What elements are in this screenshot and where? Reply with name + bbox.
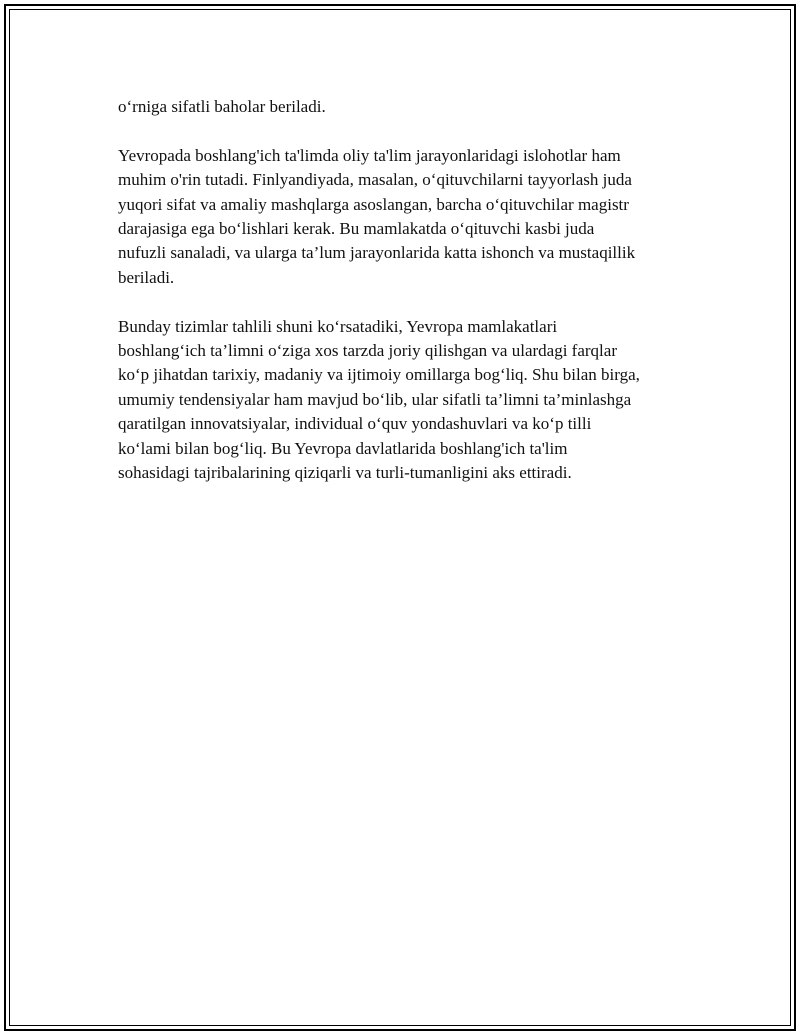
- text-line: beriladi.: [118, 267, 175, 287]
- paragraph-2: [118, 144, 698, 290]
- text-line: nufuzli sanaladi, va ularga ta’lum jarayonlarida katta ishonch va mustaqillik: [118, 243, 636, 263]
- text-line: boshlang‘ich ta’limni o‘ziga xos tarzda joriy qilishgan va ulardagi farqlar: [118, 341, 617, 361]
- text-line: o‘rniga sifatli baholar beriladi.: [118, 97, 326, 116]
- paragraph-1: [118, 95, 698, 119]
- text-line: ko‘p jihatdan tarixiy, madaniy va ijtimoiy omillarga bog‘liq. Shu bilan birga,: [118, 365, 640, 385]
- text-line: muhim o'rin tutadi. Finlyandiyada, masalan, o‘qituvchilarni tayyorlash juda: [118, 170, 632, 190]
- text-line: yuqori sifat va amaliy mashqlarga asoslangan, barcha o‘qituvchilar magistr: [118, 194, 629, 214]
- text-line: sohasidagi tajribalarining qiziqarli va turli-tumanligini aks ettiradi.: [118, 463, 572, 483]
- text-line: ko‘lami bilan bog‘liq. Bu Yevropa davlatlarida boshlang'ich ta'lim: [118, 438, 568, 458]
- page-border: [4, 4, 796, 1031]
- text-line: Yevropada boshlang'ich ta'limda oliy ta'lim jarayonlaridagi islohotlar ham: [118, 145, 621, 165]
- text-line: Bunday tizimlar tahlili shuni ko‘rsatadiki, Yevropa mamlakatlari: [118, 316, 558, 336]
- document-body: [118, 95, 698, 510]
- paragraph-3: [118, 315, 698, 486]
- text-line: qaratilgan innovatsiyalar, individual o‘quv yondashuvlari va ko‘p tilli: [118, 414, 592, 434]
- text-line: darajasiga ega bo‘lishlari kerak. Bu mamlakatda o‘qituvchi kasbi juda: [118, 219, 595, 239]
- text-line: umumiy tendensiyalar ham mavjud bo‘lib, ular sifatli ta’limni ta’minlashga: [118, 389, 632, 409]
